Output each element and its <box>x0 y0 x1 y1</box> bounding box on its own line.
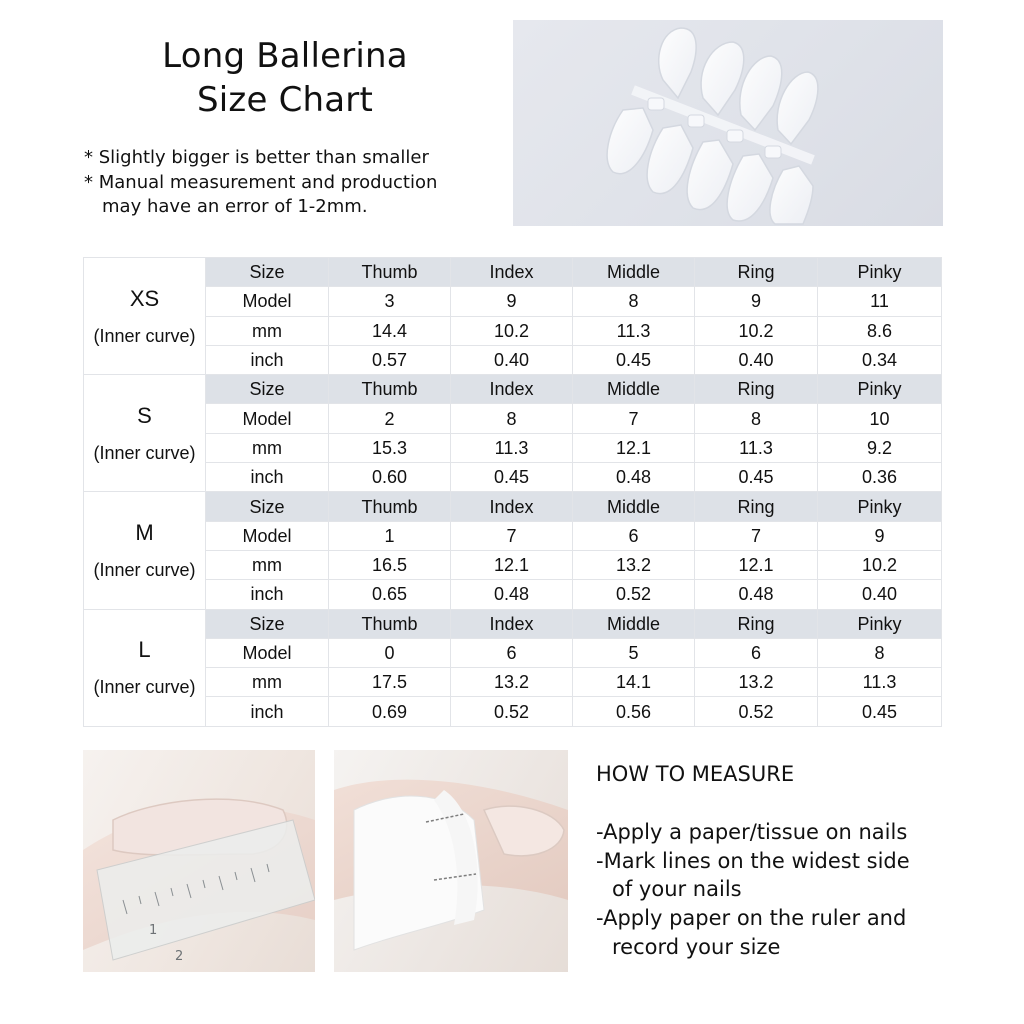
row-label-model: Model <box>206 638 329 667</box>
col-pinky: Pinky <box>818 375 942 404</box>
cell: 12.1 <box>695 550 818 579</box>
cell: 10 <box>818 404 942 433</box>
col-pinky: Pinky <box>818 258 942 287</box>
row-label-model: Model <box>206 521 329 550</box>
m-model-row <box>84 521 942 550</box>
cell: 12.1 <box>573 433 695 462</box>
row-label-mm: mm <box>206 433 329 462</box>
cell: 10.2 <box>818 550 942 579</box>
col-ring: Ring <box>695 258 818 287</box>
col-index: Index <box>451 609 573 638</box>
cell: 0.56 <box>573 697 695 726</box>
l-size-label <box>84 609 206 726</box>
cell: 12.1 <box>451 550 573 579</box>
col-thumb: Thumb <box>329 492 451 521</box>
ruler-tick-1: 1 <box>149 923 158 938</box>
row-label-mm: mm <box>206 550 329 579</box>
s-mm-row <box>84 433 942 462</box>
cell: 0.45 <box>695 463 818 492</box>
col-thumb: Thumb <box>329 609 451 638</box>
row-label-inch: inch <box>206 580 329 609</box>
xs-model-row <box>84 287 942 316</box>
cell: 13.2 <box>451 668 573 697</box>
cell: 0.60 <box>329 463 451 492</box>
how-to-measure <box>596 760 910 962</box>
col-index: Index <box>451 258 573 287</box>
cell: 0 <box>329 638 451 667</box>
s-size-row <box>84 375 942 404</box>
cell: 16.5 <box>329 550 451 579</box>
cell: 0.45 <box>451 463 573 492</box>
col-index: Index <box>451 375 573 404</box>
row-label-inch: inch <box>206 463 329 492</box>
l-inch-row <box>84 697 942 726</box>
note-2: * Manual measurement and production <box>84 171 438 193</box>
cell: 3 <box>329 287 451 316</box>
col-pinky: Pinky <box>818 492 942 521</box>
row-label-size: Size <box>206 609 329 638</box>
cell: 17.5 <box>329 668 451 697</box>
cell: 8 <box>695 404 818 433</box>
cell: 8.6 <box>818 316 942 345</box>
finger-paper-illustration <box>334 750 568 972</box>
s-size-label <box>84 375 206 492</box>
size-name-xs: XS <box>129 285 160 311</box>
size-name-s: S <box>137 402 152 428</box>
m-size-label <box>84 492 206 609</box>
cell: 6 <box>695 638 818 667</box>
paper-mark-photo <box>334 750 568 972</box>
cell: 7 <box>573 404 695 433</box>
inner-curve-label: (Inner curve) <box>93 677 196 698</box>
how-to-measure-heading: HOW TO MEASURE <box>596 762 795 786</box>
cell: 0.36 <box>818 463 942 492</box>
step-3-continued: record your size <box>612 934 781 959</box>
cell: 0.57 <box>329 345 451 374</box>
xs-inch-row <box>84 345 942 374</box>
cell: 11 <box>818 287 942 316</box>
cell: 13.2 <box>695 668 818 697</box>
cell: 0.34 <box>818 345 942 374</box>
title-line-1: Long Ballerina <box>162 36 408 76</box>
size-name-l: L <box>138 637 151 663</box>
cell: 10.2 <box>695 316 818 345</box>
l-model-row <box>84 638 942 667</box>
cell: 11.3 <box>451 433 573 462</box>
cell: 15.3 <box>329 433 451 462</box>
size-chart-table <box>83 257 942 727</box>
s-model-row <box>84 404 942 433</box>
step-2-continued: of your nails <box>612 877 742 902</box>
size-notes <box>84 146 437 220</box>
m-inch-row <box>84 580 942 609</box>
size-name-m: M <box>135 519 154 545</box>
cell: 14.4 <box>329 316 451 345</box>
cell: 0.45 <box>573 345 695 374</box>
col-thumb: Thumb <box>329 258 451 287</box>
s-inch-row <box>84 463 942 492</box>
row-label-size: Size <box>206 492 329 521</box>
row-label-inch: inch <box>206 697 329 726</box>
col-middle: Middle <box>573 609 695 638</box>
step-1: -Apply a paper/tissue on nails <box>596 819 908 844</box>
col-ring: Ring <box>695 375 818 404</box>
title-line-2: Size Chart <box>196 80 374 120</box>
cell: 6 <box>573 521 695 550</box>
col-index: Index <box>451 492 573 521</box>
cell: 0.40 <box>451 345 573 374</box>
cell: 6 <box>451 638 573 667</box>
m-size-row <box>84 492 942 521</box>
cell: 13.2 <box>573 550 695 579</box>
row-label-model: Model <box>206 287 329 316</box>
cell: 8 <box>573 287 695 316</box>
cell: 7 <box>451 521 573 550</box>
l-size-row <box>84 609 942 638</box>
cell: 0.52 <box>573 580 695 609</box>
ruler-tick-2: 2 <box>175 949 184 964</box>
nail-tips-illustration <box>513 20 943 226</box>
col-ring: Ring <box>695 492 818 521</box>
cell: 11.3 <box>695 433 818 462</box>
cell: 0.48 <box>695 580 818 609</box>
cell: 0.52 <box>451 697 573 726</box>
m-mm-row <box>84 550 942 579</box>
row-label-size: Size <box>206 375 329 404</box>
cell: 8 <box>451 404 573 433</box>
note-1: * Slightly bigger is better than smaller <box>84 147 429 168</box>
cell: 9 <box>451 287 573 316</box>
xs-mm-row <box>84 316 942 345</box>
cell: 0.45 <box>818 697 942 726</box>
col-ring: Ring <box>695 609 818 638</box>
inner-curve-label: (Inner curve) <box>93 325 196 346</box>
col-middle: Middle <box>573 375 695 404</box>
cell: 10.2 <box>451 316 573 345</box>
cell: 14.1 <box>573 668 695 697</box>
l-mm-row <box>84 668 942 697</box>
step-2: -Mark lines on the widest side <box>596 848 910 873</box>
cell: 0.40 <box>695 345 818 374</box>
row-label-size: Size <box>206 258 329 287</box>
cell: 11.3 <box>573 316 695 345</box>
cell: 7 <box>695 521 818 550</box>
cell: 0.48 <box>573 463 695 492</box>
col-thumb: Thumb <box>329 375 451 404</box>
inner-curve-label: (Inner curve) <box>93 559 196 580</box>
cell: 2 <box>329 404 451 433</box>
cell: 11.3 <box>818 668 942 697</box>
cell: 0.65 <box>329 580 451 609</box>
row-label-mm: mm <box>206 316 329 345</box>
cell: 5 <box>573 638 695 667</box>
cell: 1 <box>329 521 451 550</box>
row-label-inch: inch <box>206 345 329 374</box>
nail-tips-photo <box>513 20 943 226</box>
col-middle: Middle <box>573 492 695 521</box>
ruler-measure-photo <box>83 750 315 972</box>
cell: 0.48 <box>451 580 573 609</box>
xs-size-row <box>84 258 942 287</box>
row-label-model: Model <box>206 404 329 433</box>
inner-curve-label: (Inner curve) <box>93 442 196 463</box>
col-middle: Middle <box>573 258 695 287</box>
col-pinky: Pinky <box>818 609 942 638</box>
cell: 0.69 <box>329 697 451 726</box>
cell: 0.40 <box>818 580 942 609</box>
step-3: -Apply paper on the ruler and <box>596 906 907 931</box>
row-label-mm: mm <box>206 668 329 697</box>
cell: 9 <box>818 521 942 550</box>
finger-ruler-illustration <box>83 750 315 972</box>
cell: 8 <box>818 638 942 667</box>
chart-title <box>120 34 450 122</box>
note-2-continued: may have an error of 1-2mm. <box>102 196 368 217</box>
cell: 0.52 <box>695 697 818 726</box>
cell: 9.2 <box>818 433 942 462</box>
cell: 9 <box>695 287 818 316</box>
xs-size-label <box>84 258 206 375</box>
